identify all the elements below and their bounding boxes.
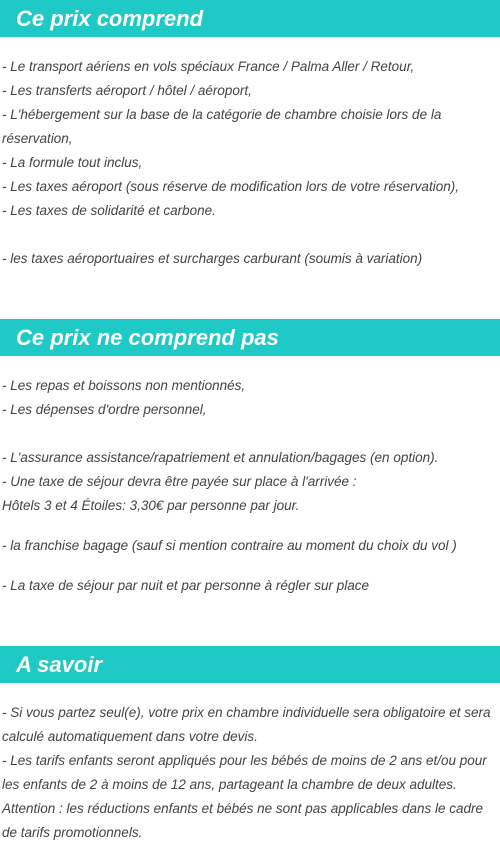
list-item: - Les transferts aéroport / hôtel / aéroport, [2,83,252,98]
list-item: Attention : les réductions enfants et bébés ne sont pas applicables dans le cadre de tarifs promotionnels. [2,801,484,840]
list-item: - Les dépenses d'ordre personnel, [2,402,207,417]
list-item: - La taxe de séjour par nuit et par personne à régler sur place [2,578,369,593]
list-item: - Les tarifs enfants seront appliqués pour les bébés de moins de 2 ans et/ou pour les enfants de 2 à moins de 12 ans, partageant la chambre de deux adultes. [2,753,487,792]
list-item: - les taxes aéroportuaires et surcharges carburant (soumis à variation) [2,251,423,266]
list-item: - Les taxes de solidarité et carbone. [2,203,216,218]
section-body [0,356,500,598]
list-item: - L'hébergement sur la base de la catégorie de chambre choisie lors de la réservation, [2,107,442,146]
section-title: Ce prix comprend [0,0,500,37]
section-price-excludes [0,319,500,598]
list-item: - Si vous partez seul(e), votre prix en chambre individuelle sera obligatoire et sera calculé automatiquement dans votre devis. [2,705,491,744]
section-good-to-know [0,646,500,845]
section-body [0,683,500,845]
list-item: - Les repas et boissons non mentionnés, [2,378,246,393]
section-body [0,37,500,271]
list-item: - Les taxes aéroport (sous réserve de modification lors de votre réservation), [2,179,459,194]
list-item: - L'assurance assistance/rapatriement et annulation/bagages (en option). [2,450,439,465]
list-item: - Une taxe de séjour devra être payée sur place à l'arrivée : [2,474,357,489]
section-title: A savoir [0,646,500,683]
list-item: - La formule tout inclus, [2,155,143,170]
section-price-includes [0,0,500,271]
list-item: Hôtels 3 et 4 Étoiles: 3,30€ par personne par jour. [2,498,300,513]
list-item: - Le transport aériens en vols spéciaux France / Palma Aller / Retour, [2,59,415,74]
list-item: - la franchise bagage (sauf si mention contraire au moment du choix du vol ) [2,538,457,553]
section-title: Ce prix ne comprend pas [0,319,500,356]
